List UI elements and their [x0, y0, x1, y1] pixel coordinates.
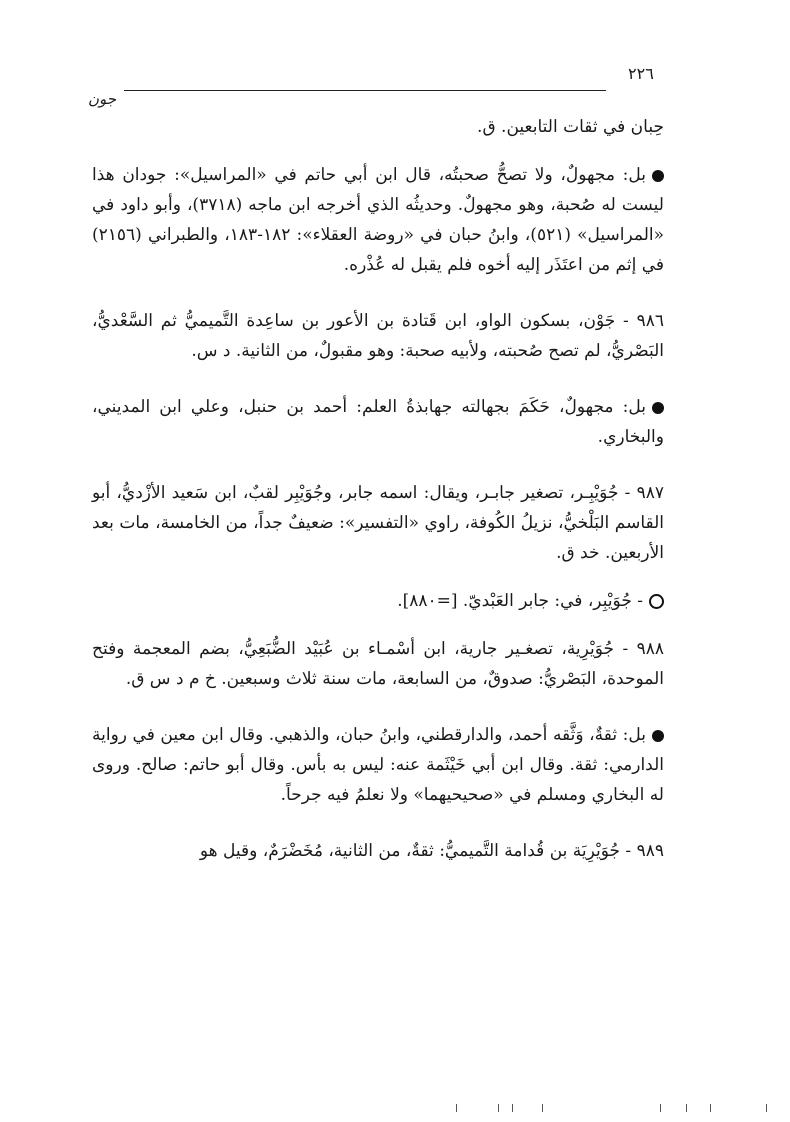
cross-reference: - جُوَيْبِر، في: جابر العَبْديّ. [=٨٨٠].	[92, 586, 664, 616]
entry-paragraph: ٩٨٩ - جُوَيْرِيَة بن قُدامة التَّميميُّ: ثقةٌ، من الثانية، مُخَضْرَمٌ، وقيل هو	[199, 841, 664, 861]
header-rule	[124, 90, 606, 91]
commentary-paragraph: بل: مجهولٌ، حَكَمَ بجهالته جهابذةُ العلم: أحمد بن حنبل، وعلي ابن المديني، والبخاري.	[92, 397, 664, 447]
entry-paragraph: ٩٨٨ - جُوَيْرِية، تصغـير جارية، ابن أسْمـاء بن عُبَيْد الضُّبَعِيُّ، بضم المعجمة وفتح الموحدة، البَصْريُّ: صدوقٌ، من السابعة، مات سنة ثلاث وسبعين. خ م د س ق.	[92, 639, 664, 689]
running-head: جون	[88, 90, 117, 108]
scan-marks	[450, 1104, 770, 1114]
paragraph: حِبان في ثقات التابعين. ق.	[477, 117, 664, 137]
bullet-icon	[652, 402, 664, 414]
commentary-paragraph: بل: مجهولٌ، ولا تصحُّ صحبتُه، قال ابن أبي حاتم في «المراسيل»: جودان هذا ليست له صُحبة، وهو مجهولٌ. وحديثُه الذي أخرجه ابن ماجه (٣٧١٨)، وأبو داود في «المراسيل» (٥٢١)، وابنُ حبان في «روضة العقلاء»: ١٨٢-١٨٣، والطبراني (٢١٥٦) في إثم من اعتَذَر إليه أخوه فلم يقبل له عُذْره.	[92, 165, 665, 275]
circle-icon	[649, 594, 664, 609]
commentary-paragraph: بل: ثقةٌ، وَثَّقه أحمد، والدارقطني، وابنُ حبان، والذهبي. وقال ابن معين في رواية الدارمي: ثقة. وقال ابن أبي خَيْثَمة عنه: ليس به بأس. وقال أبو حاتم: صالح. وروى له البخاري ومسلم في «صحيحيهما» ولا نعلمُ فيه جرحاً.	[92, 725, 664, 805]
bullet-icon	[652, 730, 664, 742]
page-header	[88, 60, 654, 110]
entry-paragraph: ٩٨٦ - جَوْن، بسكون الواو، ابن قَتادة بن الأعور بن ساعِدة التَّميميُّ ثم السَّعْديُّ، البَصْريُّ، لم تصح صُحبته، ولأبيه صحبة: وهو مقبولٌ، من الثانية. د س.	[92, 311, 664, 361]
entry-paragraph: ٩٨٧ - جُوَيْبِـر، تصغير جابـر، ويقال: اسمه جابر، وجُوَيْبِر لقبٌ، ابن سَعيد الأزْديُّ، أبو القاسم البَلْخيُّ، نزيلُ الكُوفة، راوي «التفسير»: ضعيفٌ جداً، من الخامسة، مات بعد الأربعين. خد ق.	[92, 483, 664, 563]
bullet-icon	[652, 170, 664, 182]
page-body	[92, 112, 664, 892]
page-number: ٢٢٦	[628, 64, 654, 83]
